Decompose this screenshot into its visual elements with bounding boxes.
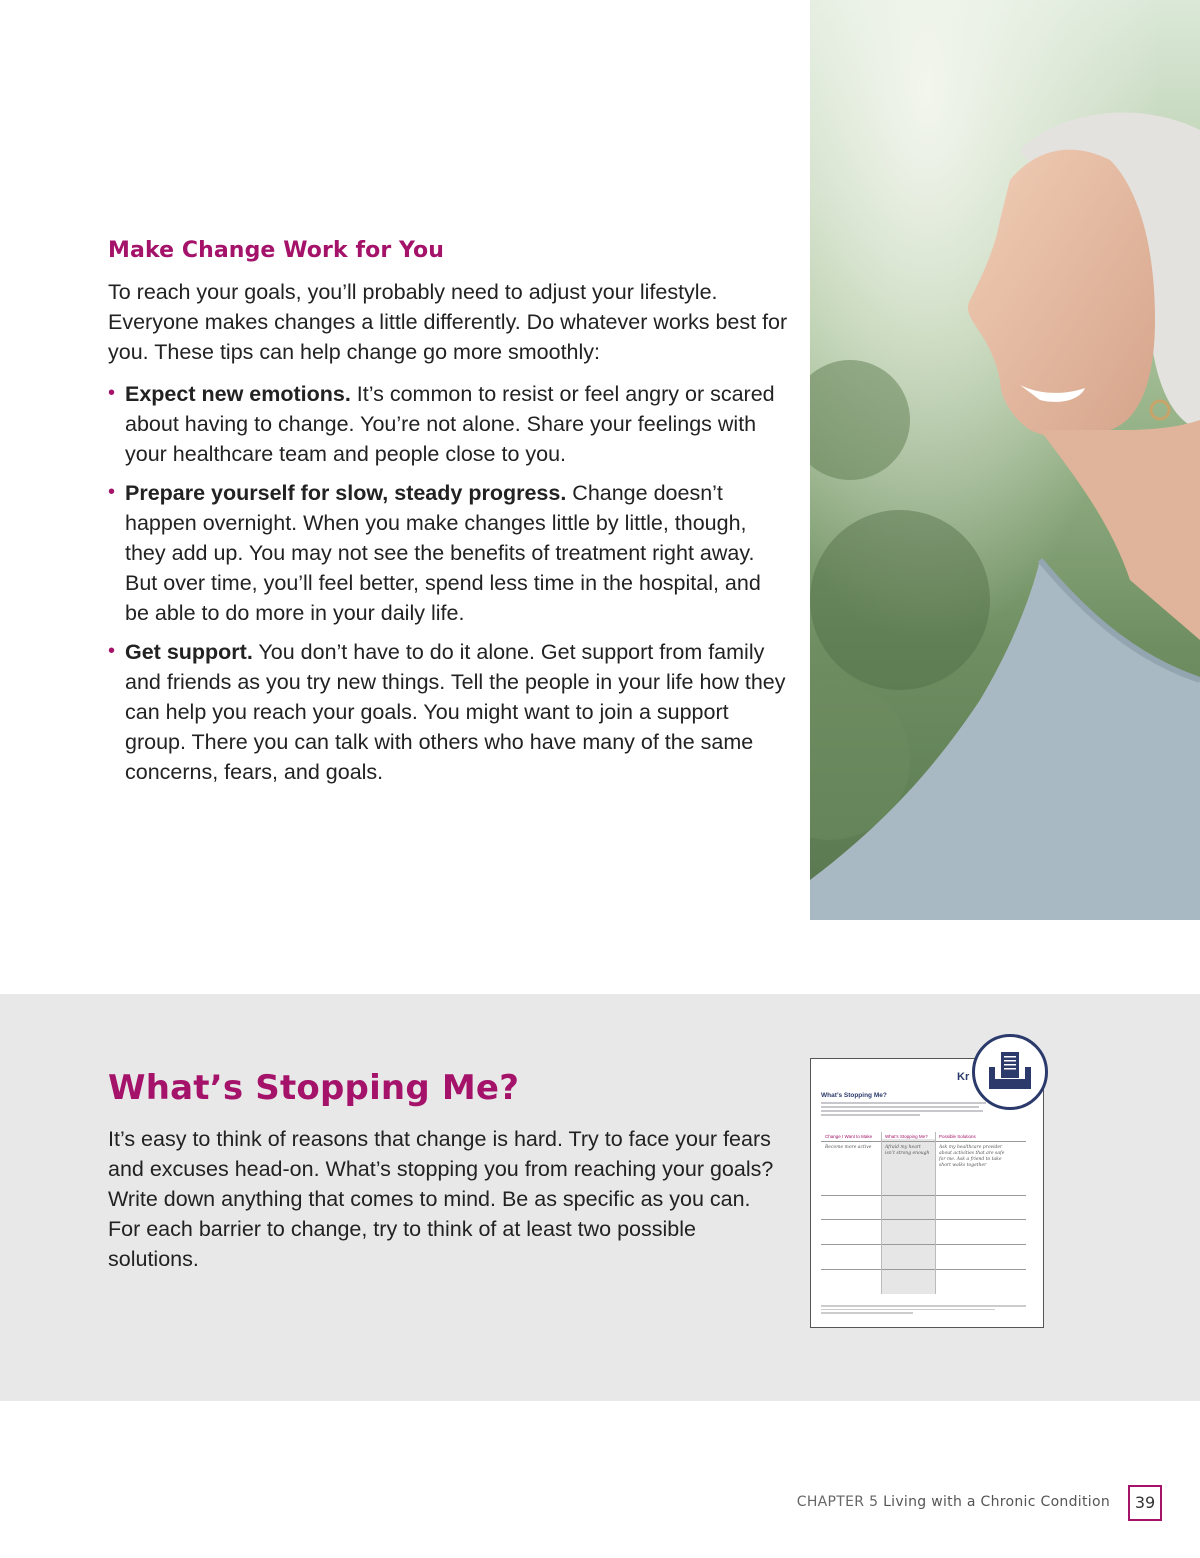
worksheet-rule <box>821 1219 1026 1220</box>
body-paragraph: It’s easy to think of reasons that change is hard. Try to face your fears and excuses head-on. What’s stopping you from reaching your goals? Write down anything that comes to mind. Be as specific as you can. For each barrier to change, try to think of at least two possible solutions. <box>108 1127 774 1271</box>
worksheet-corner-text: Kr <box>957 1071 970 1083</box>
bullet-icon: • <box>108 481 116 503</box>
worksheet-paragraph-lines <box>821 1102 986 1118</box>
worksheet-col3-header: Possible Solutions <box>939 1134 976 1139</box>
worksheet-shaded-column <box>881 1139 935 1294</box>
worksheet-example-solution: Ask my healthcare provider about activities that are safe for me. Ask a friend to take short walks together <box>939 1145 1005 1168</box>
tip-text: It’s common to resist or feel angry or scared about having to change. You’re not alone. Share your feelings with your healthcare team and people close to you. <box>125 382 775 466</box>
worksheet-footer-lines <box>821 1305 1026 1316</box>
worksheet-example-barrier: Afraid my heart isn’t strong enough <box>885 1145 930 1156</box>
worksheet-example-change: Become more active <box>825 1145 872 1150</box>
worksheet-rule <box>821 1269 1026 1270</box>
chapter-name: Living with a Chronic Condition <box>883 1494 1110 1510</box>
bullet-icon: • <box>108 640 116 662</box>
worksheet-col2-header: What’s Stopping Me? <box>885 1134 928 1139</box>
tip-lead: Get support. <box>125 640 253 664</box>
make-change-section <box>108 238 788 796</box>
chapter-footer <box>797 1494 1110 1510</box>
list-item <box>108 379 788 469</box>
intro-paragraph: To reach your goals, you’ll probably need to adjust your lifestyle. Everyone makes changes a little differently. Do whatever works best for you. These tips can help change go more smoothly: <box>108 280 788 364</box>
worksheet-col1-header: Change I Want to Make <box>825 1134 873 1139</box>
tip-lead: Expect new emotions. <box>125 382 351 406</box>
worksheet-divider <box>935 1132 936 1294</box>
tip-lead: Prepare yourself for slow, steady progress. <box>125 481 567 505</box>
bullet-icon: • <box>108 382 116 404</box>
worksheet-rule <box>821 1244 1026 1245</box>
worksheet-rule <box>821 1141 1026 1142</box>
tip-text: You don’t have to do it alone. Get support from family and friends as you try new things. Tell the people in your life how they can help you reach your goals. You might want to join a support group. There you can talk with others who have many of the same concerns, fears, and goals. <box>125 640 786 784</box>
worksheet-title: What’s Stopping Me? <box>821 1092 887 1099</box>
section-heading: Make Change Work for You <box>108 238 445 263</box>
tip-text: Change doesn’t happen overnight. When you make changes little by little, though, they add up. You may not see the benefits of treatment right away. But over time, you’ll feel better, spend less time in the hospital, and be able to do more in your daily life. <box>125 481 761 625</box>
page-number: 39 <box>1128 1485 1162 1521</box>
tips-list <box>108 379 788 787</box>
list-item <box>108 637 788 787</box>
worksheet-rule <box>821 1195 1026 1196</box>
worksheet-divider <box>881 1132 882 1294</box>
page-title: What’s Stopping Me? <box>108 1068 520 1108</box>
document-tray-icon <box>972 1034 1048 1110</box>
chapter-label: CHAPTER 5 <box>796 1494 879 1510</box>
list-item <box>108 478 788 628</box>
woman-photo <box>810 0 1200 920</box>
